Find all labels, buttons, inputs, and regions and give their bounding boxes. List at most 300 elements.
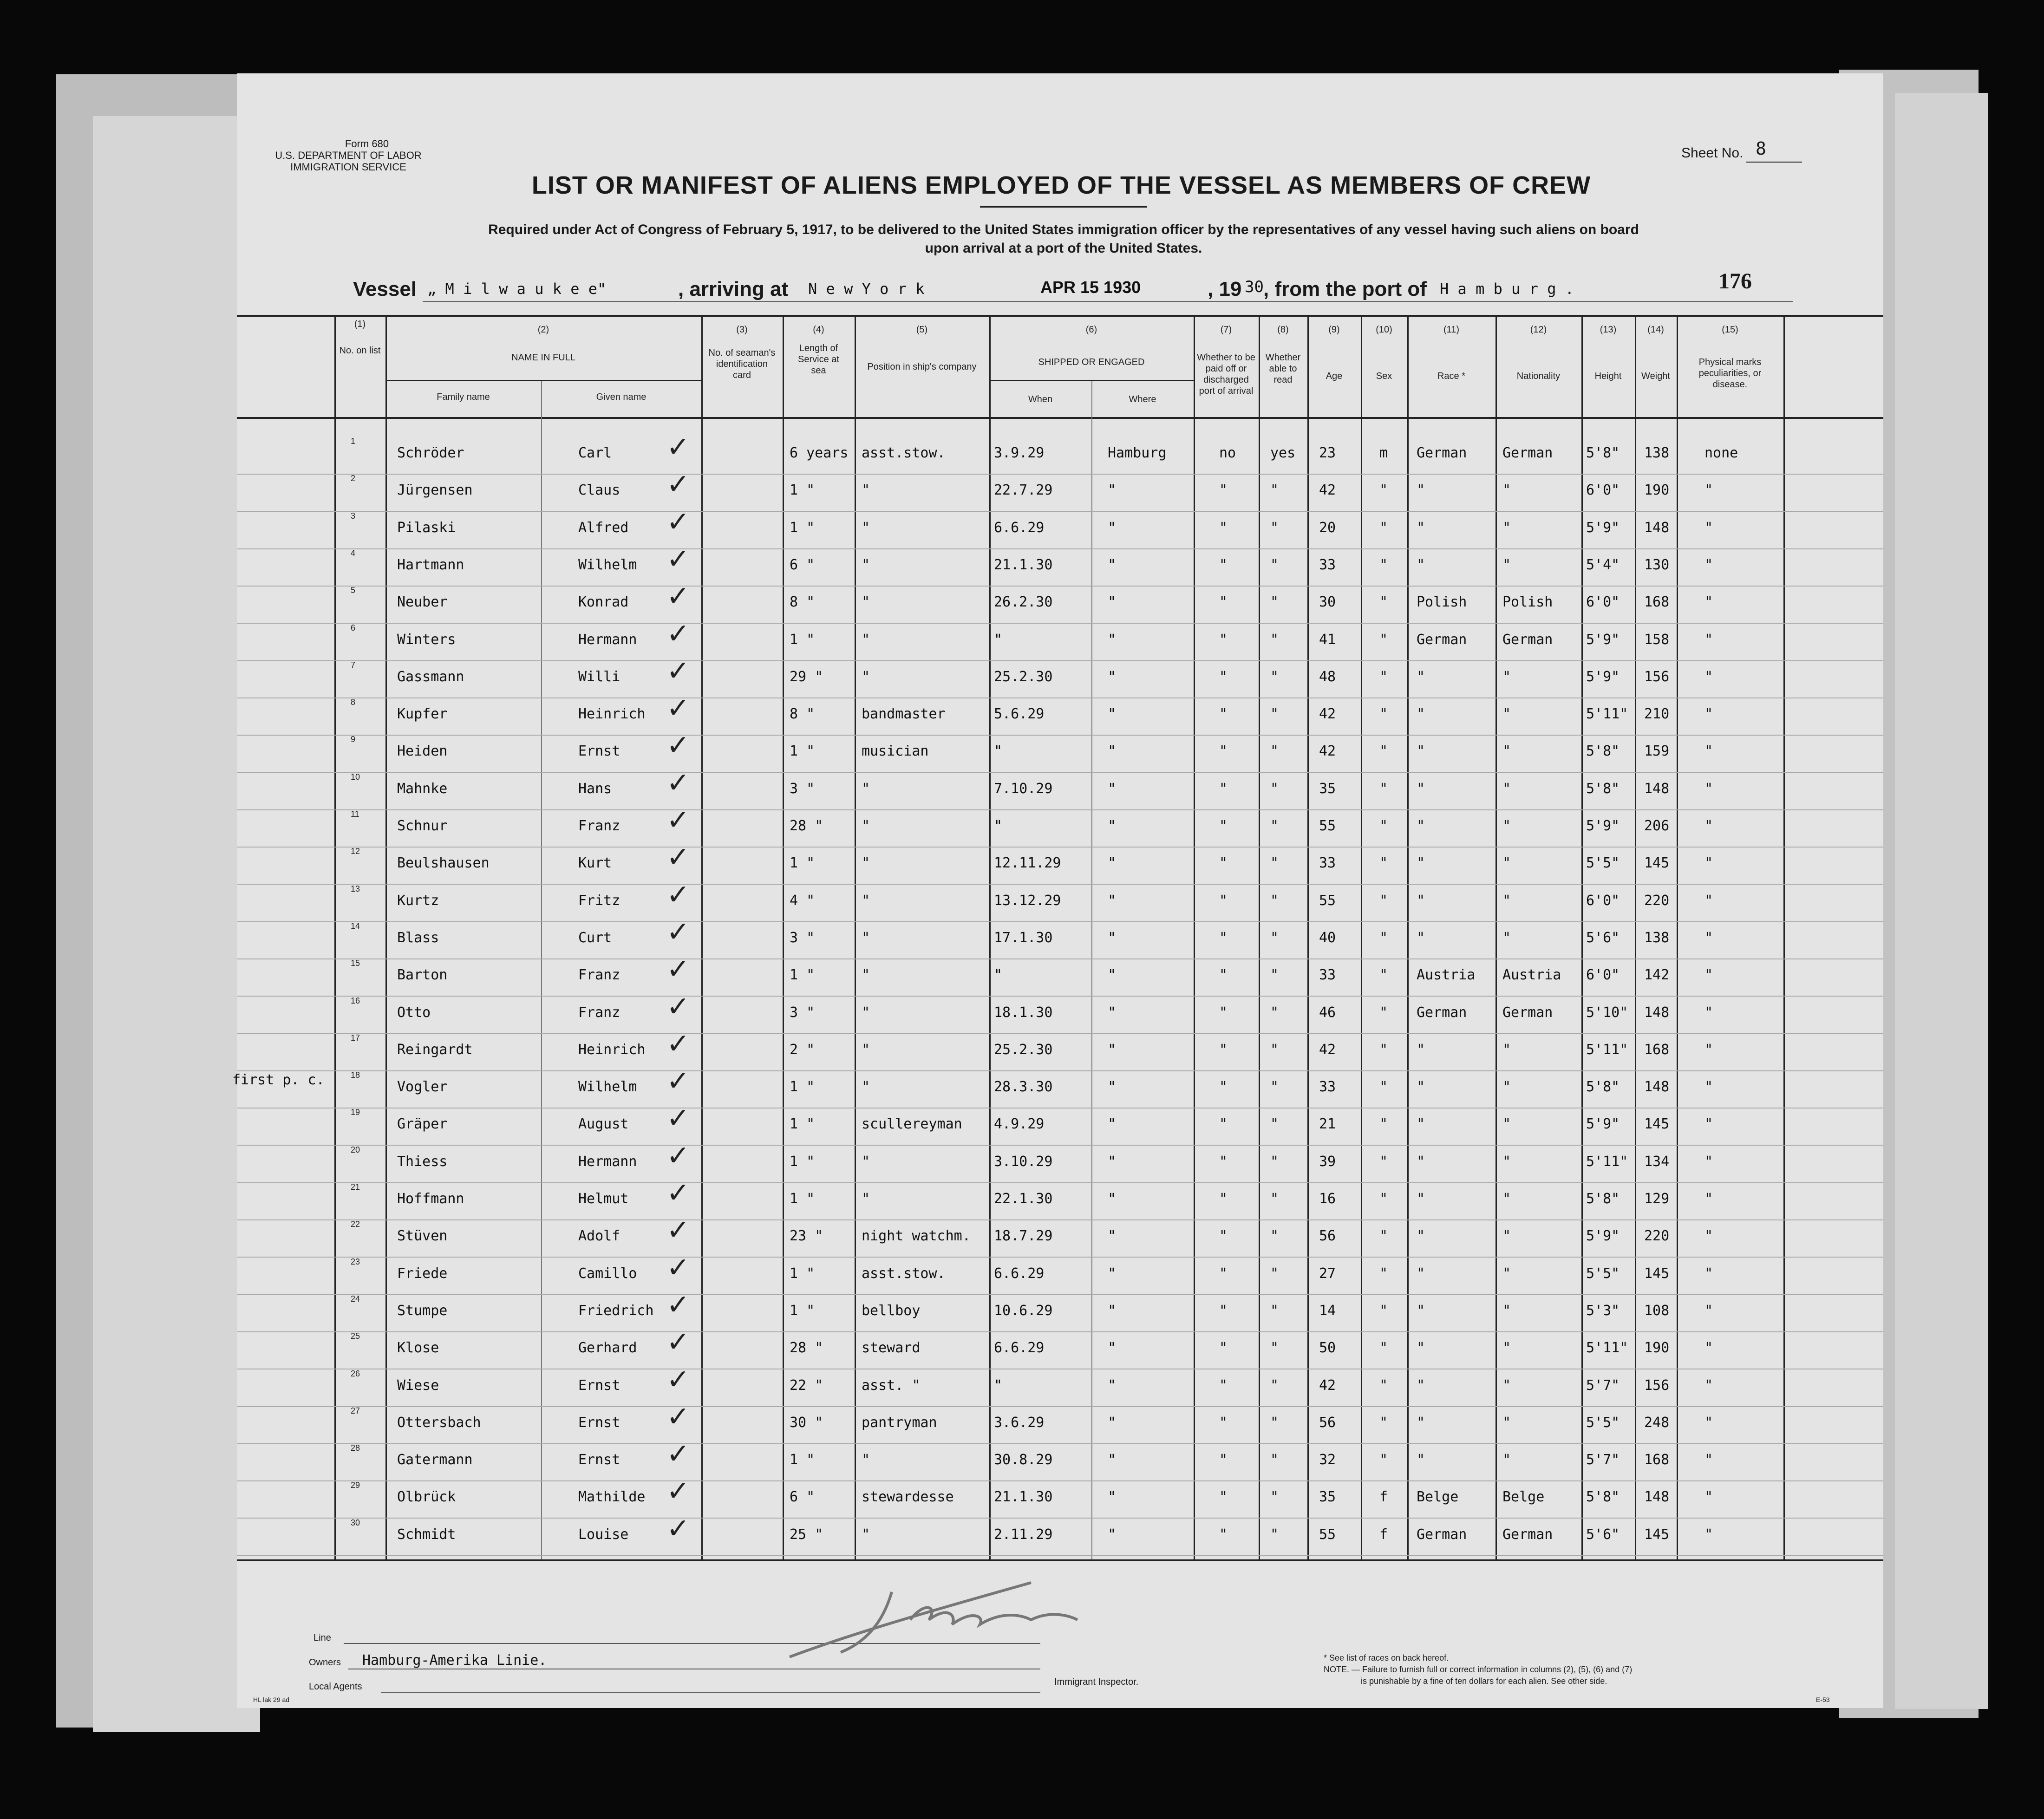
race-cell: "	[1417, 1377, 1425, 1394]
paid-off-cell: "	[1219, 855, 1228, 872]
sex-cell: "	[1379, 892, 1388, 909]
height-cell: 5'8"	[1586, 445, 1620, 461]
nationality-cell: "	[1502, 929, 1511, 946]
col8-header: Whether able to read	[1265, 352, 1301, 385]
race-cell: "	[1417, 482, 1425, 499]
given-name-cell: Helmut	[578, 1191, 629, 1207]
nationality-cell: German	[1502, 445, 1553, 461]
col10-header: Sex	[1376, 371, 1392, 381]
nationality-cell: "	[1502, 1041, 1511, 1058]
check-mark-icon: ✓	[666, 804, 690, 836]
age-cell: 16	[1319, 1191, 1336, 1207]
vessel-name: „ M i l w a u k e e"	[427, 280, 607, 298]
sex-cell: "	[1379, 818, 1388, 834]
row-rule	[237, 1294, 1883, 1295]
race-cell: Belge	[1417, 1489, 1459, 1506]
position-cell: "	[862, 1452, 870, 1468]
sex-cell: "	[1379, 1041, 1388, 1058]
race-cell: "	[1417, 1452, 1425, 1468]
row-number: 24	[351, 1294, 360, 1304]
row-number: 3	[351, 511, 356, 521]
col10-number: (10)	[1376, 325, 1392, 335]
able-to-read-cell: "	[1270, 1041, 1279, 1058]
row-rule	[237, 884, 1883, 885]
position-cell: "	[862, 668, 870, 685]
engaged-where-cell: "	[1108, 929, 1117, 946]
position-cell: "	[862, 482, 870, 499]
col-divider	[1581, 315, 1583, 1559]
service-length-cell: 6 years	[790, 445, 849, 461]
col2-header: NAME IN FULL	[511, 352, 575, 363]
paid-off-cell: "	[1219, 1265, 1228, 1282]
engaged-when-cell: 4.9.29	[994, 1116, 1045, 1133]
paid-off-cell: "	[1219, 743, 1228, 760]
engaged-when-cell: 18.1.30	[994, 1004, 1053, 1021]
family-name-cell: Schröder	[397, 445, 464, 461]
position-cell: "	[862, 1004, 870, 1021]
table-header-border	[237, 417, 1883, 419]
engaged-where-cell: "	[1108, 743, 1117, 760]
row-number: 13	[351, 884, 360, 893]
row-rule	[237, 586, 1883, 587]
engaged-where-cell: "	[1108, 519, 1117, 536]
weight-cell: 190	[1644, 482, 1670, 499]
row-rule	[237, 996, 1883, 997]
sheet-label: Sheet No.	[1681, 145, 1744, 161]
row-rule	[237, 1182, 1883, 1183]
engaged-where-cell: "	[1108, 967, 1117, 984]
col9-number: (9)	[1328, 325, 1340, 335]
row-rule	[237, 623, 1883, 624]
nationality-cell: "	[1502, 780, 1511, 797]
paid-off-cell: "	[1219, 1041, 1228, 1058]
sex-cell: "	[1379, 1265, 1388, 1282]
paid-off-cell: "	[1219, 1489, 1228, 1506]
col2-number: (2)	[537, 325, 549, 335]
engaged-when-cell: 13.12.29	[994, 892, 1061, 909]
age-cell: 30	[1319, 594, 1336, 611]
col-divider	[1635, 315, 1636, 1559]
position-cell: "	[862, 929, 870, 946]
family-name-cell: Mahnke	[397, 780, 448, 797]
sex-cell: "	[1379, 706, 1388, 723]
age-cell: 20	[1319, 519, 1336, 536]
engaged-where-cell: "	[1108, 1079, 1117, 1095]
col11-header: Race *	[1437, 371, 1466, 381]
weight-cell: 134	[1644, 1153, 1670, 1170]
given-name-cell: Mathilde	[578, 1489, 646, 1506]
given-name-cell: Gerhard	[578, 1340, 637, 1356]
sex-cell: "	[1379, 1116, 1388, 1133]
family-name-cell: Gassmann	[397, 668, 464, 685]
engaged-when-cell: 6.6.29	[994, 519, 1045, 536]
height-cell: 5'5"	[1586, 1414, 1620, 1431]
weight-cell: 145	[1644, 1526, 1670, 1543]
physical-marks-cell: "	[1704, 668, 1713, 685]
nationality-cell: "	[1502, 556, 1511, 573]
height-cell: 5'8"	[1586, 780, 1620, 797]
row-rule	[237, 921, 1883, 922]
family-name-cell: Winters	[397, 631, 456, 648]
sheet-underline	[1746, 162, 1802, 163]
engaged-when-cell: 21.1.30	[994, 556, 1053, 573]
engaged-when-cell: 22.7.29	[994, 482, 1053, 499]
family-name-cell: Hoffmann	[397, 1191, 464, 1207]
able-to-read-cell: "	[1270, 892, 1279, 909]
paid-off-cell: "	[1219, 1004, 1228, 1021]
nationality-cell: "	[1502, 743, 1511, 760]
paid-off-cell: "	[1219, 668, 1228, 685]
paid-off-cell: "	[1219, 1340, 1228, 1356]
height-cell: 5'8"	[1586, 743, 1620, 760]
engaged-where-cell: "	[1108, 594, 1117, 611]
row-number: 4	[351, 548, 356, 558]
able-to-read-cell: yes	[1270, 445, 1296, 461]
sex-cell: "	[1379, 482, 1388, 499]
agents-label: Local Agents	[309, 1682, 362, 1692]
service-length-cell: 2 "	[790, 1041, 815, 1058]
able-to-read-cell: "	[1270, 1116, 1279, 1133]
row-number: 28	[351, 1443, 360, 1453]
col-divider	[701, 315, 703, 1559]
check-mark-icon: ✓	[666, 580, 690, 613]
engaged-where-cell: "	[1108, 1452, 1117, 1468]
nationality-cell: "	[1502, 818, 1511, 834]
form-number: Form 680	[345, 138, 389, 150]
position-cell: "	[862, 556, 870, 573]
sex-cell: "	[1379, 631, 1388, 648]
service-length-cell: 22 "	[790, 1377, 823, 1394]
position-cell: "	[862, 1079, 870, 1095]
nationality-cell: German	[1502, 631, 1553, 648]
weight-cell: 148	[1644, 780, 1670, 797]
nationality-cell: "	[1502, 1116, 1511, 1133]
engaged-when-cell: 5.6.29	[994, 706, 1045, 723]
physical-marks-cell: "	[1704, 631, 1713, 648]
sex-cell: "	[1379, 743, 1388, 760]
nationality-cell: "	[1502, 1377, 1511, 1394]
age-cell: 33	[1319, 556, 1336, 573]
able-to-read-cell: "	[1270, 1004, 1279, 1021]
check-mark-icon: ✓	[666, 431, 690, 463]
race-cell: "	[1417, 892, 1425, 909]
col5-header: Position in ship's company	[867, 362, 977, 372]
service-length-cell: 1 "	[790, 1452, 815, 1468]
engaged-when-cell: 6.6.29	[994, 1265, 1045, 1282]
title-rule	[980, 206, 1147, 208]
weight-cell: 129	[1644, 1191, 1670, 1207]
check-mark-icon: ✓	[666, 692, 690, 725]
position-cell: "	[862, 519, 870, 536]
row-number: 15	[351, 958, 360, 968]
paid-off-cell: "	[1219, 1414, 1228, 1431]
col-divider	[1361, 315, 1362, 1559]
race-cell: "	[1417, 706, 1425, 723]
physical-marks-cell: "	[1704, 1489, 1713, 1506]
service-length-cell: 1 "	[790, 1079, 815, 1095]
nationality-cell: "	[1502, 1302, 1511, 1319]
check-mark-icon: ✓	[666, 1214, 690, 1247]
nationality-cell: "	[1502, 519, 1511, 536]
margin-note: first p. c.	[232, 1072, 325, 1088]
engaged-where-cell: "	[1108, 1041, 1117, 1058]
nationality-cell: "	[1502, 1265, 1511, 1282]
age-cell: 27	[1319, 1265, 1336, 1282]
age-cell: 42	[1319, 1377, 1336, 1394]
sex-cell: "	[1379, 1377, 1388, 1394]
engaged-where-cell: "	[1108, 780, 1117, 797]
given-name-cell: Franz	[578, 967, 620, 984]
position-cell: "	[862, 967, 870, 984]
physical-marks-cell: "	[1704, 1041, 1713, 1058]
row-number: 19	[351, 1108, 360, 1117]
row-rule	[237, 1555, 1883, 1556]
given-name-cell: Ernst	[578, 1414, 620, 1431]
weight-cell: 156	[1644, 668, 1670, 685]
given-name-cell: August	[578, 1116, 629, 1133]
position-cell: "	[862, 1526, 870, 1543]
given-name-cell: Wilhelm	[578, 556, 637, 573]
row-number: 8	[351, 698, 356, 707]
departure-port: H a m b u r g .	[1440, 280, 1574, 298]
row-rule	[237, 1219, 1883, 1220]
given-name-cell: Franz	[578, 1004, 620, 1021]
manifest-page	[232, 73, 1883, 1708]
height-cell: 5'9"	[1586, 519, 1620, 536]
age-cell: 21	[1319, 1116, 1336, 1133]
position-cell: asst. "	[862, 1377, 921, 1394]
col-divider	[1194, 315, 1195, 1559]
height-cell: 5'7"	[1586, 1452, 1620, 1468]
service-length-cell: 3 "	[790, 1004, 815, 1021]
age-cell: 14	[1319, 1302, 1336, 1319]
physical-marks-cell: "	[1704, 1414, 1713, 1431]
row-rule	[237, 1070, 1883, 1071]
sex-cell: "	[1379, 855, 1388, 872]
position-cell: asst.stow.	[862, 1265, 946, 1282]
paid-off-cell: "	[1219, 482, 1228, 499]
family-name-cell: Stumpe	[397, 1302, 448, 1319]
given-name-cell: Fritz	[578, 892, 620, 909]
engaged-when-cell: 30.8.29	[994, 1452, 1053, 1468]
able-to-read-cell: "	[1270, 1414, 1279, 1431]
height-cell: 5'9"	[1586, 1116, 1620, 1133]
check-mark-icon: ✓	[666, 1326, 690, 1359]
physical-marks-cell: "	[1704, 1153, 1713, 1170]
race-cell: Polish	[1417, 594, 1467, 611]
given-name-cell: Hans	[578, 780, 612, 797]
subtitle-line-2: upon arrival at a port of the United States.	[925, 241, 1202, 256]
check-mark-icon: ✓	[666, 1139, 690, 1172]
sex-cell: "	[1379, 967, 1388, 984]
engaged-when-cell: 25.2.30	[994, 1041, 1053, 1058]
family-name-cell: Ottersbach	[397, 1414, 481, 1431]
col-divider	[1307, 315, 1309, 1559]
service-length-cell: 1 "	[790, 1302, 815, 1319]
race-cell: German	[1417, 631, 1467, 648]
race-cell: "	[1417, 668, 1425, 685]
col1-header: No. on list	[339, 346, 381, 356]
penalty-note-cont: is punishable by a fine of ten dollars for each alien. See other side.	[1361, 1676, 1607, 1686]
races-note: * See list of races on back hereof.	[1324, 1653, 1449, 1663]
race-cell: German	[1417, 1004, 1467, 1021]
check-mark-icon: ✓	[666, 953, 690, 986]
able-to-read-cell: "	[1270, 1265, 1279, 1282]
age-cell: 48	[1319, 668, 1336, 685]
check-mark-icon: ✓	[666, 990, 690, 1023]
check-mark-icon: ✓	[666, 1102, 690, 1135]
nationality-cell: "	[1502, 1153, 1511, 1170]
engaged-where-cell: "	[1108, 855, 1117, 872]
weight-cell: 210	[1644, 706, 1670, 723]
col1-number: (1)	[354, 319, 366, 329]
row-number: 27	[351, 1406, 360, 1415]
age-cell: 41	[1319, 631, 1336, 648]
engaged-where-cell: "	[1108, 1116, 1117, 1133]
check-mark-icon: ✓	[666, 841, 690, 874]
row-number: 18	[351, 1070, 360, 1080]
race-cell: Austria	[1417, 967, 1476, 984]
position-cell: bandmaster	[862, 706, 946, 723]
paid-off-cell: "	[1219, 556, 1228, 573]
service-length-cell: 1 "	[790, 1116, 815, 1133]
able-to-read-cell: "	[1270, 743, 1279, 760]
age-cell: 35	[1319, 1489, 1336, 1506]
col-divider	[989, 315, 991, 1559]
sex-cell: f	[1379, 1526, 1388, 1543]
col-divider	[1783, 315, 1785, 1559]
sex-cell: "	[1379, 668, 1388, 685]
col-divider	[385, 315, 387, 1559]
engaged-where-cell: Hamburg	[1108, 445, 1167, 461]
nationality-cell: "	[1502, 482, 1511, 499]
family-name-cell: Schmidt	[397, 1526, 456, 1543]
height-cell: 5'11"	[1586, 706, 1628, 723]
given-name-cell: Ernst	[578, 1377, 620, 1394]
owners-label: Owners	[309, 1657, 341, 1668]
family-name-cell: Olbrück	[397, 1489, 456, 1506]
family-name-cell: Jürgensen	[397, 482, 473, 499]
position-cell: asst.stow.	[862, 445, 946, 461]
col6-when-header: When	[1028, 394, 1053, 404]
weight-cell: 156	[1644, 1377, 1670, 1394]
family-name-cell: Neuber	[397, 594, 448, 611]
row-number: 29	[351, 1480, 360, 1490]
row-number: 16	[351, 996, 360, 1005]
family-name-cell: Blass	[397, 929, 439, 946]
col15-number: (15)	[1722, 325, 1738, 335]
height-cell: 6'0"	[1586, 594, 1620, 611]
able-to-read-cell: "	[1270, 1489, 1279, 1506]
col-divider	[1407, 315, 1409, 1559]
family-name-cell: Heiden	[397, 743, 448, 760]
race-cell: "	[1417, 780, 1425, 797]
age-cell: 32	[1319, 1452, 1336, 1468]
line-label: Line	[313, 1633, 331, 1643]
row-number: 5	[351, 586, 356, 595]
page-title: LIST OR MANIFEST OF ALIENS EMPLOYED OF THE VESSEL AS MEMBERS OF CREW	[531, 171, 1591, 199]
engaged-where-cell: "	[1108, 1414, 1117, 1431]
position-cell: stewardesse	[862, 1489, 954, 1506]
weight-cell: 138	[1644, 929, 1670, 946]
service-length-cell: 29 "	[790, 668, 823, 685]
sex-cell: "	[1379, 1153, 1388, 1170]
weight-cell: 220	[1644, 1228, 1670, 1245]
family-name-cell: Gräper	[397, 1116, 448, 1133]
race-cell: "	[1417, 1191, 1425, 1207]
service-length-cell: 3 "	[790, 780, 815, 797]
row-rule	[237, 1033, 1883, 1034]
nationality-cell: "	[1502, 892, 1511, 909]
physical-marks-cell: "	[1704, 1265, 1713, 1282]
row-rule	[237, 1406, 1883, 1407]
given-name-cell: Louise	[578, 1526, 629, 1543]
sex-cell: "	[1379, 1340, 1388, 1356]
row-rule	[237, 511, 1883, 512]
nationality-cell: "	[1502, 1191, 1511, 1207]
age-cell: 56	[1319, 1228, 1336, 1245]
weight-cell: 190	[1644, 1340, 1670, 1356]
engaged-where-cell: "	[1108, 818, 1117, 834]
physical-marks-cell: "	[1704, 855, 1713, 872]
weight-cell: 168	[1644, 594, 1670, 611]
row-number: 11	[351, 809, 359, 819]
col7-header: Whether to be paid off or discharged port of arrival	[1197, 352, 1255, 396]
check-mark-icon: ✓	[666, 1475, 690, 1508]
row-number: 21	[351, 1182, 360, 1192]
print-code: HL lak 29 ad	[253, 1696, 290, 1703]
given-name-cell: Franz	[578, 818, 620, 834]
race-cell: "	[1417, 1153, 1425, 1170]
given-name-cell: Friedrich	[578, 1302, 654, 1319]
print-code-right: E-53	[1816, 1696, 1830, 1703]
row-number: 2	[351, 474, 356, 483]
family-name-cell: Barton	[397, 967, 448, 984]
race-cell: "	[1417, 1116, 1425, 1133]
col13-number: (13)	[1600, 325, 1617, 335]
service-length-cell: 3 "	[790, 929, 815, 946]
family-name-cell: Reingardt	[397, 1041, 473, 1058]
engaged-when-cell: "	[994, 967, 1003, 984]
physical-marks-cell: "	[1704, 706, 1713, 723]
engaged-when-cell: 7.10.29	[994, 780, 1053, 797]
check-mark-icon: ✓	[666, 1363, 690, 1396]
engaged-where-cell: "	[1108, 1302, 1117, 1319]
engaged-when-cell: 12.11.29	[994, 855, 1061, 872]
physical-marks-cell: "	[1704, 1377, 1713, 1394]
weight-cell: 138	[1644, 445, 1670, 461]
height-cell: 6'0"	[1586, 892, 1620, 909]
service-length-cell: 1 "	[790, 482, 815, 499]
able-to-read-cell: "	[1270, 855, 1279, 872]
age-cell: 42	[1319, 706, 1336, 723]
weight-cell: 130	[1644, 556, 1670, 573]
service-length-cell: 1 "	[790, 519, 815, 536]
nationality-cell: "	[1502, 668, 1511, 685]
engaged-where-cell: "	[1108, 1526, 1117, 1543]
row-rule	[237, 1331, 1883, 1332]
race-cell: "	[1417, 1079, 1425, 1095]
able-to-read-cell: "	[1270, 519, 1279, 536]
able-to-read-cell: "	[1270, 1302, 1279, 1319]
race-cell: "	[1417, 818, 1425, 834]
physical-marks-cell: "	[1704, 1228, 1713, 1245]
service-length-cell: 28 "	[790, 1340, 823, 1356]
row-rule	[237, 1443, 1883, 1444]
col7-number: (7)	[1220, 325, 1232, 335]
nationality-cell: Belge	[1502, 1489, 1545, 1506]
service-length-cell: 1 "	[790, 1153, 815, 1170]
